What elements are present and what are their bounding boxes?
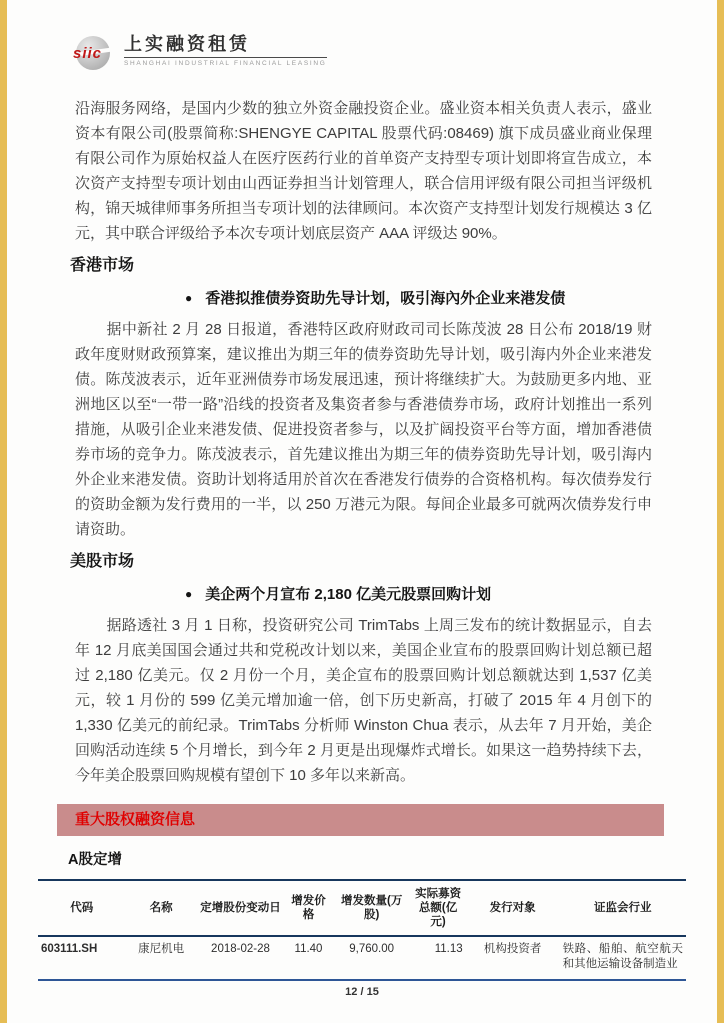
table-header-row [38,880,686,936]
hk-bullet-headline [185,288,652,309]
cell-issue-volume: 9,760.00 [333,936,411,980]
cell-raised-amount: 11.13 [411,936,466,980]
banner-title: 重大股权融资信息 [75,811,196,828]
company-name-en: SHANGHAI INDUSTRIAL FINANCIAL LEASING [124,60,327,67]
page-edge-right [717,0,724,1023]
company-logo [72,34,327,72]
hk-bullet-title: 香港拟推债券资助先导计划，吸引海內外企业来港发债 [205,290,566,307]
bullet-icon: ● [185,291,193,305]
col-header-name: 名称 [125,880,196,936]
col-header-issue-target: 发行对象 [466,880,560,936]
hk-paragraph: 据中新社 2 月 28 日报道，香港特区政府财政司司长陈茂波 28 日公布 2018/19 财政年度财财政预算案，建议推出为期三年的债券资助先导计划，吸引海内外企业来港发债。陈茂波表示，近年亚洲债券市场发展迅速，预计将继续扩大。为鼓励更多内地、亚洲地区以至“一带一路”沿线的投资者及集资者参与香港债券市场，政府计划推出一系列措施，从吸引企业来港发债、促进投资者参与，以及扩阔投资平台等方面，增加香港债券市场的竞争力。陈茂波表示，首先建议推出为期三年的债券资助先导计划，吸引海内外企业来港发债。资助计划将适用於首次在香港发行债券的合资格机构。每次债券发行的资助金额为发行费用的一半，以 250 万港元为限。每间企业最多可就两次债券发行申请资助。 [75,321,652,538]
cell-code: 603111.SH [38,936,125,980]
cell-issue-target: 机构投资者 [466,936,560,980]
page-number: 12 / 15 [345,986,379,998]
major-equity-financing-banner [57,804,664,836]
col-header-issue-volume: 增发数量(万股) [333,880,411,936]
logo-text [124,34,327,67]
a-share-placement-table [38,879,686,981]
page-edge-left [0,0,7,1023]
col-header-code: 代码 [38,880,125,936]
table-row [38,936,686,980]
us-bullet-title: 美企两个月宣布 2,180 亿美元股票回购计划 [205,586,492,603]
us-market-heading: 美股市场 [70,553,135,570]
hk-market-heading: 香港市场 [70,257,135,274]
bullet-icon: ● [185,587,193,601]
intro-paragraph: 沿海服务网络，是国内少数的独立外资金融投资企业。盛业资本相关负责人表示，盛业资本有限公司(股票简称:SHENGYE CAPITAL 股票代码:08469) 旗下成员盛业商业保理有限公司作为原始权益人在医疗医药行业的首单资产支持型专项计划即将宣告成立，本次资产支持型专项计划由山西证券担当计划管理人，联合信用评级有限公司担当评级机构，锦天城律师事务所担当专项计划的法律顾问。本次资产支持型计划发行规模达 3 亿元，其中联合评级给予本次专项计划底层资产 AAA 评级达 90%。 [75,100,652,242]
cell-name: 康尼机电 [125,936,196,980]
cell-change-date: 2018-02-28 [197,936,284,980]
cell-csrc-industry: 铁路、船舶、航空航天和其他运输设备制造业 [560,936,686,980]
company-name-cn: 上实融资租赁 [124,34,327,58]
siic-mark-text: siic [73,45,103,62]
siic-globe-icon [72,34,118,72]
a-share-placement-heading: A股定增 [68,852,122,868]
us-paragraph: 据路透社 3 月 1 日称，投资研究公司 TrimTabs 上周三发布的统计数据显示，自去年 12 月底美国国会通过共和党税改计划以来，美国企业宣布的股票回购计划总额已超过 2,180 亿美元。仅 2 月份一个月，美企宣布的股票回购计划总额就达到 1,537 亿美元，较 1 月份的 599 亿美元增加逾一倍，创下历史新高，打破了 2015 年 4 月创下的 1,330 亿美元的前纪录。TrimTabs 分析师 Winston Chua 表示，从去年 7 月开始，美企回购活动连续 5 个月增长，到今年 2 月更是出现爆炸式增长。如果这一趋势持续下去，今年美企股票回购规模有望创下 10 多年以来新高。 [75,617,652,784]
cell-issue-price: 11.40 [284,936,333,980]
col-header-csrc-industry: 证监会行业 [560,880,686,936]
col-header-issue-price: 增发价格 [284,880,333,936]
us-bullet-headline [185,584,652,605]
col-header-change-date: 定增股份变动日 [197,880,284,936]
col-header-raised-amount: 实际募资总额(亿元) [411,880,466,936]
